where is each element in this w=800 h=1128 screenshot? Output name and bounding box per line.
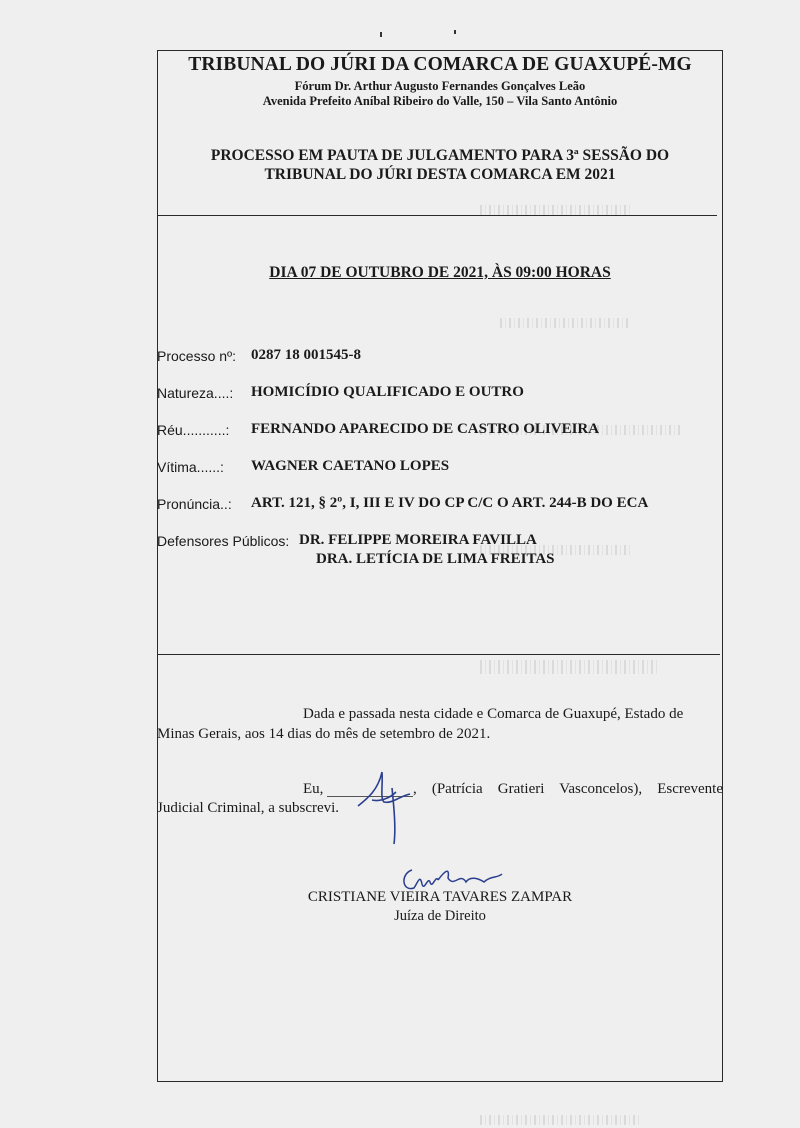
clerk-prefix: Eu, [303,781,324,797]
defensor-2: DRA. LETÍCIA DE LIMA FREITAS [316,551,555,567]
vitima-label: Vítima......: [157,459,224,475]
clerk-line1-rest: , (Patrícia Gratieri Vasconcelos), Escrevente [413,781,723,797]
defensores-label: Defensores Públicos: [157,533,290,549]
scan-speck [380,32,382,37]
scan-artifact [500,318,630,328]
scan-artifact [480,660,660,674]
natureza-value: HOMICÍDIO QUALIFICADO E OUTRO [251,384,524,400]
clerk-signature-image [350,758,420,848]
closing-line2: Minas Gerais, aos 14 dias do mês de setembro de 2021. [157,726,491,742]
forum-name: Fórum Dr. Arthur Augusto Fernandes Gonçalves Leão [294,79,586,93]
natureza-label: Natureza....: [157,385,234,401]
clerk-line2: Judicial Criminal, a subscrevi. [157,800,340,816]
court-address: Avenida Prefeito Aníbal Ribeiro do Valle, 150 – Vila Santo Antônio [262,94,618,108]
closing-line1: Dada e passada nesta cidade e Comarca de Guaxupé, Estado de [303,706,684,722]
processo-label: Processo nº: [157,348,237,364]
scan-artifact [480,205,630,215]
processo-value: 0287 18 001545-8 [251,347,361,363]
court-title: TRIBUNAL DO JÚRI DA COMARCA DE GUAXUPÉ-MG [188,54,692,75]
pronuncia-value: ART. 121, § 2º, I, III E IV DO CP C/C O ART. 244-B DO ECA [251,495,649,511]
divider-bottom [157,654,720,655]
reu-label: Réu...........: [157,422,230,438]
scan-artifact [480,1115,640,1125]
session-date: DIA 07 DE OUTUBRO DE 2021, ÀS 09:00 HORAS [269,264,611,281]
signatory-role: Juíza de Direito [394,908,486,924]
vitima-value: WAGNER CAETANO LOPES [251,458,450,474]
signatory-name: CRISTIANE VIEIRA TAVARES ZAMPAR [307,889,573,905]
process-heading-line1: PROCESSO EM PAUTA DE JULGAMENTO PARA 3ª SESSÃO DO [210,147,670,164]
pronuncia-label: Pronúncia..: [157,496,232,512]
scan-speck [454,30,456,34]
divider-top [157,215,717,216]
defensor-1: DR. FELIPPE MOREIRA FAVILLA [299,532,537,548]
reu-value: FERNANDO APARECIDO DE CASTRO OLIVEIRA [251,421,600,437]
process-heading-line2: TRIBUNAL DO JÚRI DESTA COMARCA EM 2021 [264,166,616,183]
